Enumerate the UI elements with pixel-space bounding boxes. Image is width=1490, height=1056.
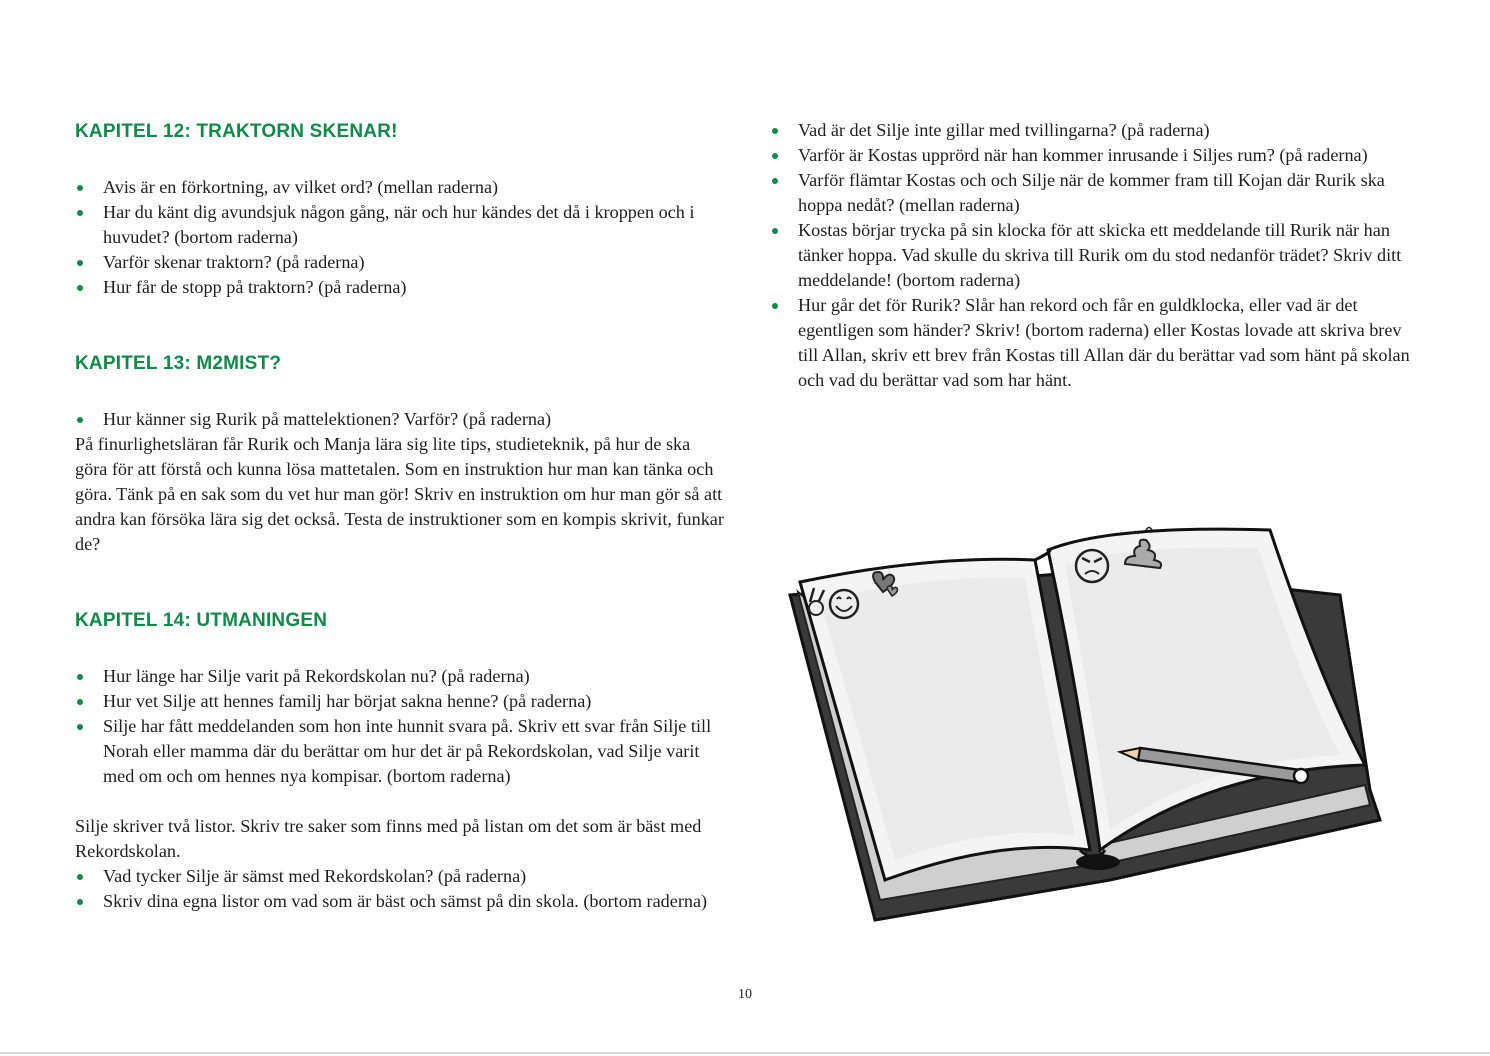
open-book-icon xyxy=(780,520,1400,940)
list-item: Varför flämtar Kostas och och Silje när de kommer fram till Kojan där Rurik ska hoppa nedåt? (mellan raderna) xyxy=(770,168,1420,218)
chapter-14-questions-2 xyxy=(75,864,725,914)
chapter-14-questions xyxy=(75,664,725,789)
list-item: Silje har fått meddelanden som hon inte hunnit svara på. Skriv ett svar från Silje till Norah eller mamma där du berättar om hur det är på Rekordskolan, vad Silje varit med om och om hennes nya kompisar. (bortom raderna) xyxy=(75,714,725,789)
list-item: Hur går det för Rurik? Slår han rekord och får en guldklocka, eller vad är det egentligen som händer? Skriv! (bortom raderna) eller Kostas lovade att skriva brev till Allan, skriv ett brev från Kostas till Allan där du berättar vad som hänt på skolan och vad du berättar vad som har hänt. xyxy=(770,293,1420,393)
list-item: Har du känt dig avundsjuk någon gång, när och hur kändes det då i kroppen och i huvudet? (bortom raderna) xyxy=(75,200,725,250)
right-column-questions xyxy=(770,118,1420,393)
chapter-13-paragraph: På finurlighetsläran får Rurik och Manja lära sig lite tips, studieteknik, på hur de ska göra för att förstå och kunna lösa mattetalen. Som en instruktion hur man kan tänka och göra. Tänk på en sak som du vet hur man gör! Skriv en instruktion om hur man gör så att andra kan försöka lära sig det också. Testa de instruktioner som en kompis skrivit, funkar de? xyxy=(75,434,724,554)
chapter-14-paragraph: Silje skriver två listor. Skriv tre saker som finns med på listan om det som är bäst med Rekordskolan. xyxy=(75,816,702,861)
left-column xyxy=(75,118,725,914)
angry-face-icon xyxy=(1076,550,1108,582)
list-item: Vad är det Silje inte gillar med tvillingarna? (på raderna) xyxy=(770,118,1420,143)
chapter-12-heading: KAPITEL 12: TRAKTORN SKENAR! xyxy=(75,121,398,142)
smiley-icon xyxy=(830,590,858,618)
list-item: Kostas börjar trycka på sin klocka för att skicka ett meddelande till Rurik när han tänker hoppa. Vad skulle du skriva till Rurik om du stod nedanför trädet? Skriv ditt meddelande! (bortom raderna) xyxy=(770,218,1420,293)
right-column xyxy=(770,118,1420,393)
list-item: Hur känner sig Rurik på mattelektionen? Varför? (på raderna) xyxy=(75,407,725,432)
chapter-13-questions xyxy=(75,407,725,432)
chapter-12-questions xyxy=(75,175,725,300)
list-item: Varför är Kostas upprörd när han kommer inrusande i Siljes rum? (på raderna) xyxy=(770,143,1420,168)
chapter-13-heading: KAPITEL 13: M2MIST? xyxy=(75,353,282,374)
list-item: Hur vet Silje att hennes familj har börjat sakna henne? (på raderna) xyxy=(75,689,725,714)
list-item: Avis är en förkortning, av vilket ord? (mellan raderna) xyxy=(75,175,725,200)
list-item: Hur får de stopp på traktorn? (på raderna) xyxy=(75,275,725,300)
list-item: Vad tycker Silje är sämst med Rekordskolan? (på raderna) xyxy=(75,864,725,889)
list-item: Varför skenar traktorn? (på raderna) xyxy=(75,250,725,275)
chapter-14-heading: KAPITEL 14: UTMANINGEN xyxy=(75,610,328,631)
list-item: Skriv dina egna listor om vad som är bäst och sämst på din skola. (bortom raderna) xyxy=(75,889,725,914)
list-item: Hur länge har Silje varit på Rekordskolan nu? (på raderna) xyxy=(75,664,725,689)
page-number: 10 xyxy=(738,987,752,1002)
